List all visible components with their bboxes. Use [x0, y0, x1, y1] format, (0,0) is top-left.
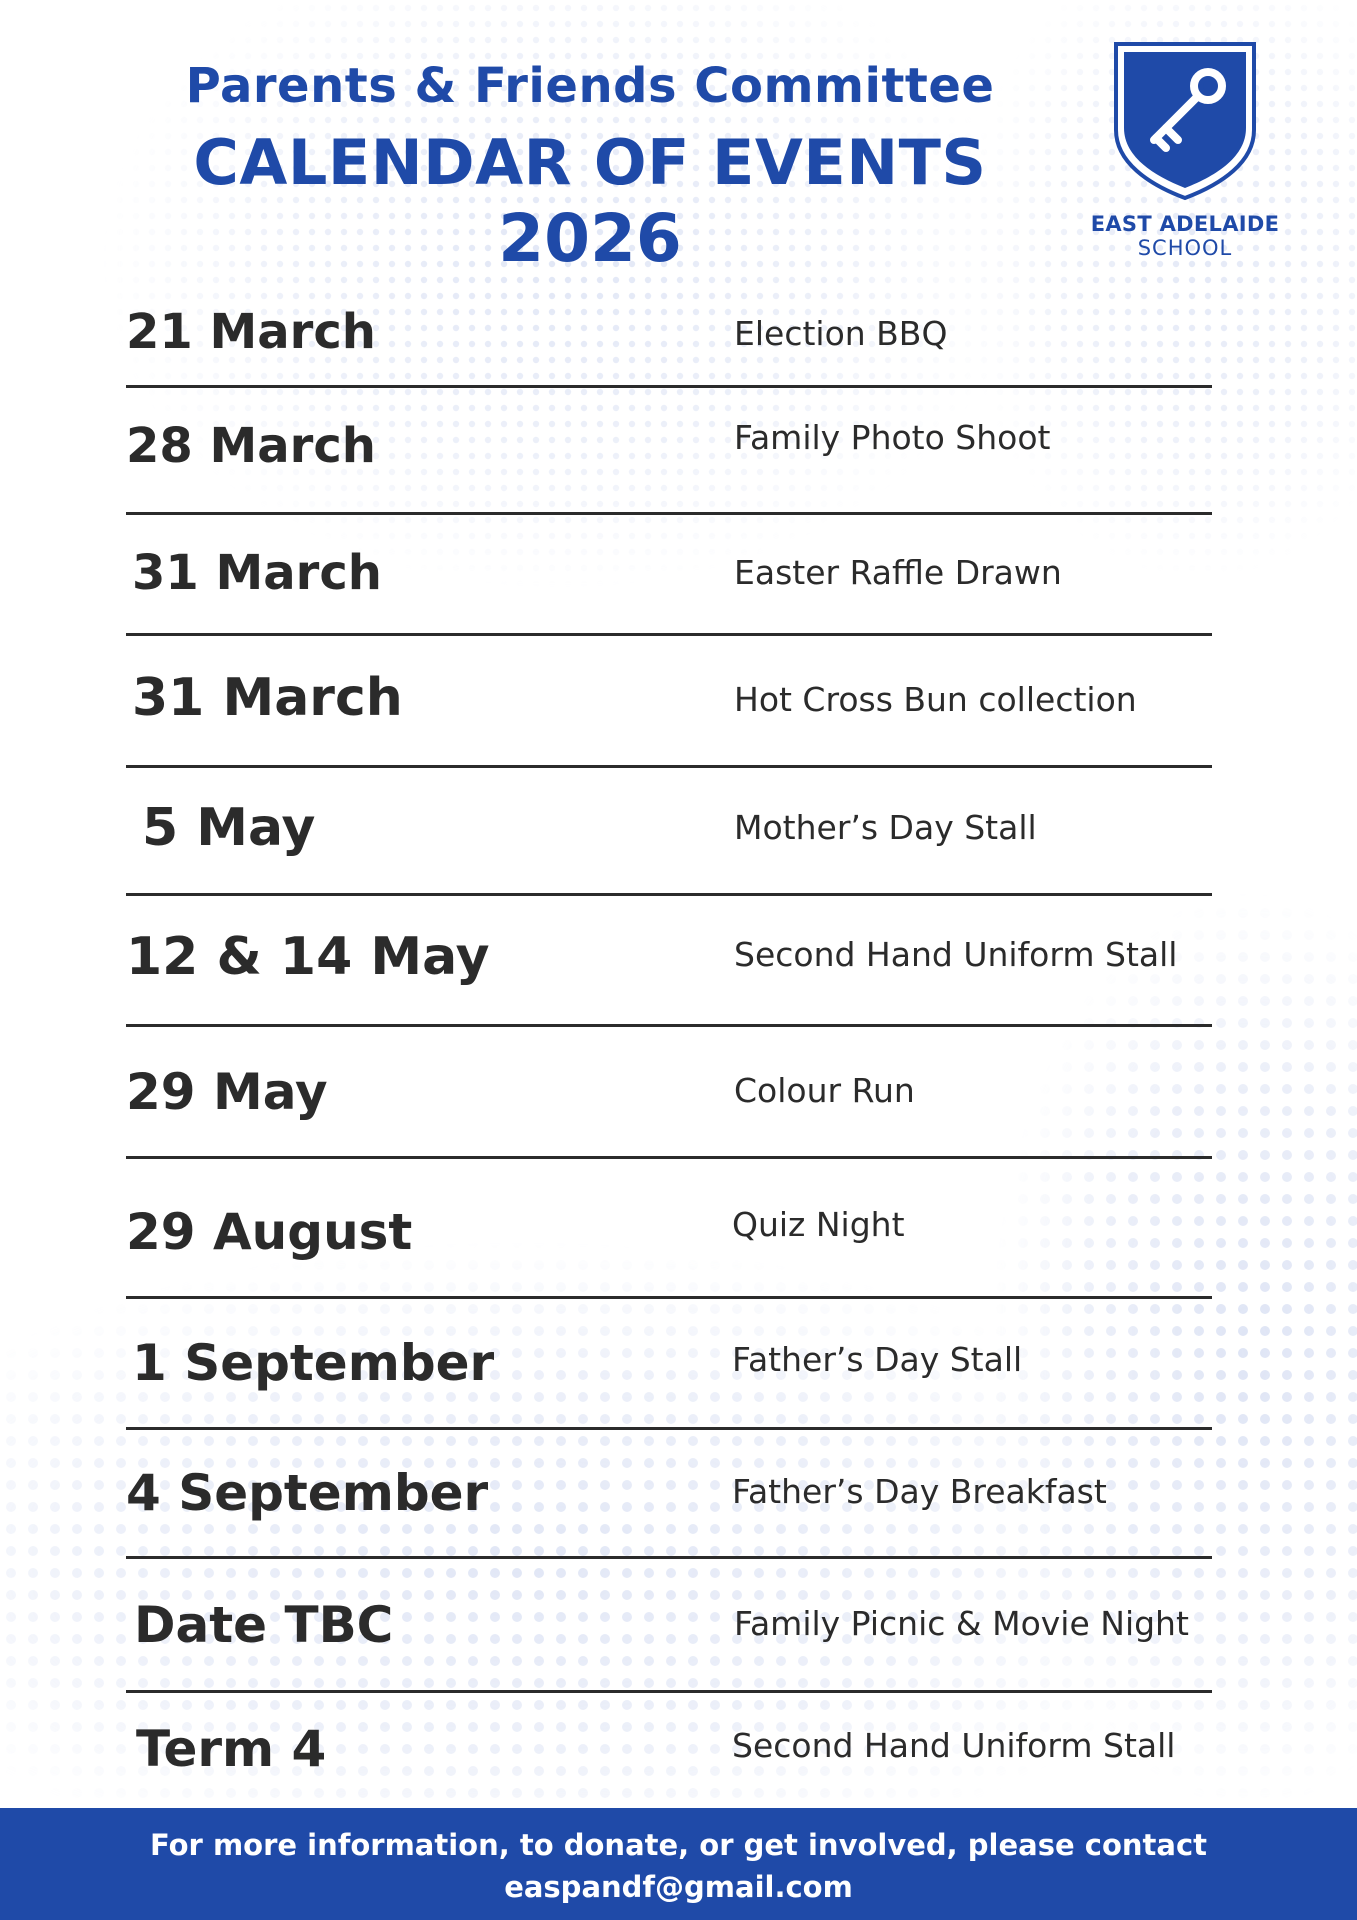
event-date: 5 May [142, 798, 316, 858]
row-divider [126, 1690, 1212, 1693]
event-date: 12 & 14 May [126, 927, 490, 987]
footer-email[interactable]: easpandf@gmail.com [504, 1870, 853, 1904]
header [0, 0, 1357, 280]
event-date: 31 March [132, 668, 403, 728]
event-name: Father’s Day Breakfast [732, 1472, 1107, 1511]
page-title: CALENDAR OF EVENTS [193, 126, 987, 199]
event-date: 28 March [126, 418, 376, 474]
event-date: 31 March [132, 545, 382, 601]
row-divider [126, 893, 1212, 896]
event-date: 1 September [132, 1334, 495, 1392]
year-title: 2026 [498, 200, 682, 277]
row-divider [126, 1156, 1212, 1159]
footer-contact-text: For more information, to donate, or get involved, please contact [150, 1828, 1207, 1862]
event-name: Quiz Night [732, 1205, 905, 1244]
committee-subtitle: Parents & Friends Committee [185, 58, 995, 114]
event-date: 21 March [126, 304, 376, 360]
school-logo [1090, 38, 1280, 278]
row-divider [126, 1556, 1212, 1559]
event-name: Father’s Day Stall [732, 1340, 1023, 1379]
event-name: Family Picnic & Movie Night [734, 1604, 1189, 1643]
event-date: Term 4 [136, 1720, 327, 1778]
event-date: 29 August [126, 1203, 413, 1261]
footer-banner [0, 1808, 1357, 1920]
event-name: Second Hand Uniform Stall [732, 1726, 1176, 1765]
row-divider [126, 1296, 1212, 1299]
row-divider [126, 633, 1212, 636]
event-date: 4 September [126, 1464, 489, 1522]
event-name: Hot Cross Bun collection [734, 680, 1137, 719]
school-label: SCHOOL [1137, 236, 1233, 260]
event-name: Colour Run [734, 1071, 915, 1110]
school-name: EAST ADELAIDE [1090, 212, 1280, 236]
event-name: Easter Raffle Drawn [734, 553, 1062, 592]
event-name: Mother’s Day Stall [734, 808, 1037, 847]
row-divider [126, 1427, 1212, 1430]
row-divider [126, 1024, 1212, 1027]
row-divider [126, 512, 1212, 515]
event-date: 29 May [126, 1063, 328, 1121]
row-divider [126, 385, 1212, 388]
event-name: Family Photo Shoot [734, 418, 1051, 457]
row-divider [126, 765, 1212, 768]
event-date: Date TBC [134, 1596, 394, 1654]
event-name: Election BBQ [734, 314, 948, 353]
event-name: Second Hand Uniform Stall [734, 935, 1178, 974]
key-shield-icon [1110, 38, 1260, 202]
